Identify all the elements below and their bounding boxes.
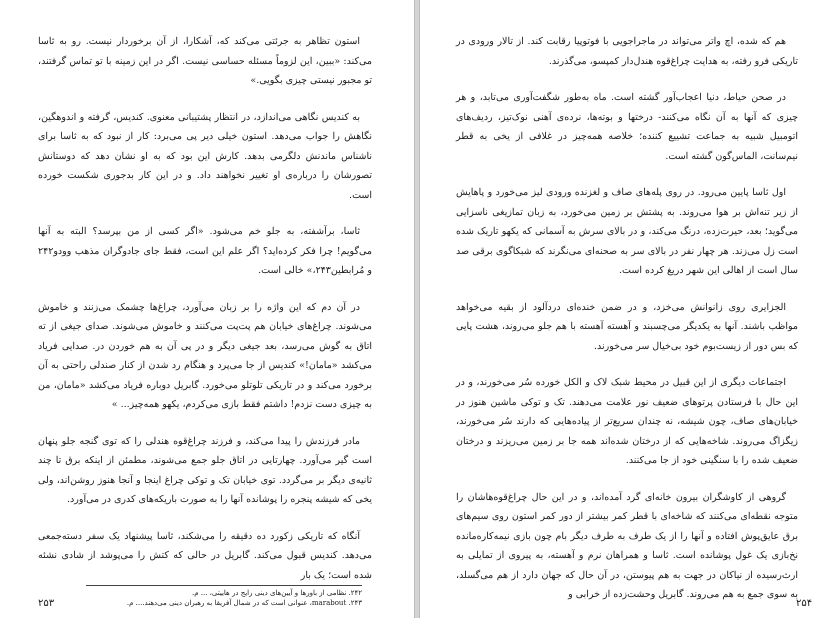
right-page	[420, 0, 834, 618]
paragraph: هم که شده، اچ واتر می‌تواند در ماجراجویی با فوتوپیا رقابت کند. از تالار ورودی در تاریکی فرو رفته، به هدایت چراغ‌قوه هندل‌دار کمپسو، می‌گذرند.	[456, 36, 798, 67]
footnote: ۲۴۳. marabout، عنوانی است که در شمال آفریقا به رهبران دینی می‌دهند.... م.	[126, 599, 362, 607]
paragraph: در صحن حیاط، دنیا اعجاب‌آور گشته است. ماه به‌طور شگفت‌آوری می‌تابد، و هر چیزی که آنها به آن نگاه می‌کنند- درختها و بوته‌ها، نرده‌ی آهنی نوک‌تیز، ردیف‌های اتومبیل شبیه به جماعت تشییع کننده؛ خلاصه همه‌چیز در غلافی از یخی به قطر نیم‌سانت، الماس‌گون گشته است.	[456, 92, 798, 162]
left-page	[0, 0, 414, 618]
paragraph: اول ثاسا پایین می‌رود. در روی پله‌های صاف و لغزنده ورودی لیز می‌خورد و پاهایش از زیر تنه‌اش بر هوا می‌روند. به پشتش بر زمین می‌خورد، به زبان تمازیغی ناسزایی می‌گوید؛ بعد، حیرت‌زده، درنگ می‌کند، و در بالای سرش به آسمانی که یکهو تاریک شده است زل می‌زند. هر چهار نفر در بالای سر به صحنه‌ای می‌نگرند که شبکاگوی برقی صد سال است از اهالی این شهر دریغ کرده است.	[456, 187, 798, 276]
paragraph: اجتماعات دیگری از این قبیل در محیط شبک لاک و الکل خورده سُر می‌خورند، و در این حال با فرستادن پرتوهای ضعیف نور علامت می‌دهند. تک و توکی ماشین هنوز در خیابان‌های صاف، چون شیشه، نه چندان سریع‌تر از پیاده‌هایی که دارند سُر می‌خورند، زیگزاگ می‌روند. شاخه‌هایی که از درختان شده‌اند همه جا بر زمین می‌ریزند و درختان ضعیف شده را با سنگینی خود از جا می‌کنند.	[456, 377, 798, 466]
paragraph: در آن دم که این واژه را بر زبان می‌آورد، چراغ‌ها چشمک می‌زنند و خاموش می‌شوند. چراغ‌های خیابان هم پت‌پت می‌کنند و خاموش می‌شوند. صدای جیغی از ته اتاق به گوش می‌رسد، بعد جیغی دیگر و در پی آن به هم خوردن در. صدایی فریاد می‌کشد «مامان!» کندیس از جا می‌پرد و هنگام رد شدن از کنار صندلی راحتی به آن برخورد می‌کند و در تاریکی تلوتلو می‌خورد. گابریل دوباره فریاد می‌کشد «مامان، من به چیزی دست نزدم! داشتم فقط بازی می‌کردم، یکهو همه‌چیز... »	[38, 301, 372, 410]
footnotes	[86, 585, 362, 608]
paragraph: آنگاه که تاریکی زکورد ده دقیقه را می‌شکند، ثاسا پیشنهاد یک سفر دسته‌جمعی می‌دهد. کندیس قبول می‌کند. گابریل در حالی که کتش را می‌پوشد از شادی نشئه شده است؛ یک بار	[38, 530, 372, 581]
page-number: ۲۵۳	[38, 598, 55, 609]
paragraph: الجزایری روی زانوانش می‌خزد، و در ضمن خنده‌ای دردآلود از بقیه می‌خواهد مواظب باشند. آنها به یکدیگر می‌چسبند و آهسته آهسته با هم جلو می‌روند، هشت پایی که بس دور از زیست‌بوم خود بی‌خیال سر می‌خورند.	[456, 301, 798, 352]
paragraph: مادر فرزندش را پیدا می‌کند، و فرزند چراغ‌قوه هندلی را که توی گنجه جلو پنهان است گیر می‌آورد. چهارتایی در اتاق جلو جمع می‌شوند، مطمئن از اینکه برق تا چند ثانیه‌ی دیگر بر می‌گردد. توی خیابان تک و توکی چراغ اینجا و آنجا هنوز روشن‌اند، ولی یخی که شیشه پنجره را پوشانده آنها را به صورت باریکه‌های کدری در می‌آورد.	[38, 435, 372, 505]
paragraph: به کندیس نگاهی می‌اندازد، در انتظار پشتیبانی معنوی. کندیس، گرفته و اندوهگین، نگاهش را جواب می‌دهد. استون خیلی دیر پی می‌برد: کار از نبود که به ثاسا برای ناشناس ماندنش دلگرمی بدهد. کارش این بود که به او نشان دهد که دوستانش تصورشان را درباره‌ی او تغییر نخواهند داد. و در این کار بدجوری شکست خورده است.	[38, 111, 372, 201]
page-number: ۲۵۴	[796, 598, 813, 609]
right-page-body	[456, 32, 798, 618]
paragraph: گروهی از کاوشگران بیرون خانه‌ای گرد آمده‌اند، و در این حال چراغ‌قوه‌هاشان را متوجه نقطه‌ای می‌کنند که شاخه‌ای با قطر کمر بیشتر از دور کمر استون روی سیم‌های برق عایق‌پوش افتاده و آنها را از یک طرف به طرف دیگر بام چون بازی نیمه‌کاره‌مانده نخ‌بازی یک غول پوشانده است. ثاسا و همراهان نرم و آهسته، به پیروی از تمایلی به ارث‌رسیده از نیاکان در جهت به هم پیوستن، در آن حال که جهان دارد از هم می‌گسلد، به سوی جمع به هم می‌روند. گابریل وحشت‌زده از خرابی و	[456, 491, 798, 600]
paragraph: استون تظاهر به جرئتی می‌کند که، آشکارا، از آن برخوردار نیست. رو به ثاسا می‌کند: «ببین، این لزوماً مسئله حساسی نیست. اگر در این زمینه با تو تماس گرفتند، تو مجبور نیستی چیزی بگویی.»	[38, 36, 372, 86]
paragraph: ثاسا، برآشفته، به جلو خم می‌شود. «اگر کسی از من بپرسد؟ البته به آنها می‌گویم! چرا فکر کرده‌اید؟ اگر علم این است، فقط جای جادوگران مذهب وودو۲۴۲ و مُرابطین۲۴۳،» خالی است.	[38, 226, 372, 276]
left-page-body	[38, 32, 372, 602]
footnote: ۲۴۲. نظامی از باورها و آیین‌های دینی رایج در هاییتی، ... م.	[191, 589, 362, 597]
